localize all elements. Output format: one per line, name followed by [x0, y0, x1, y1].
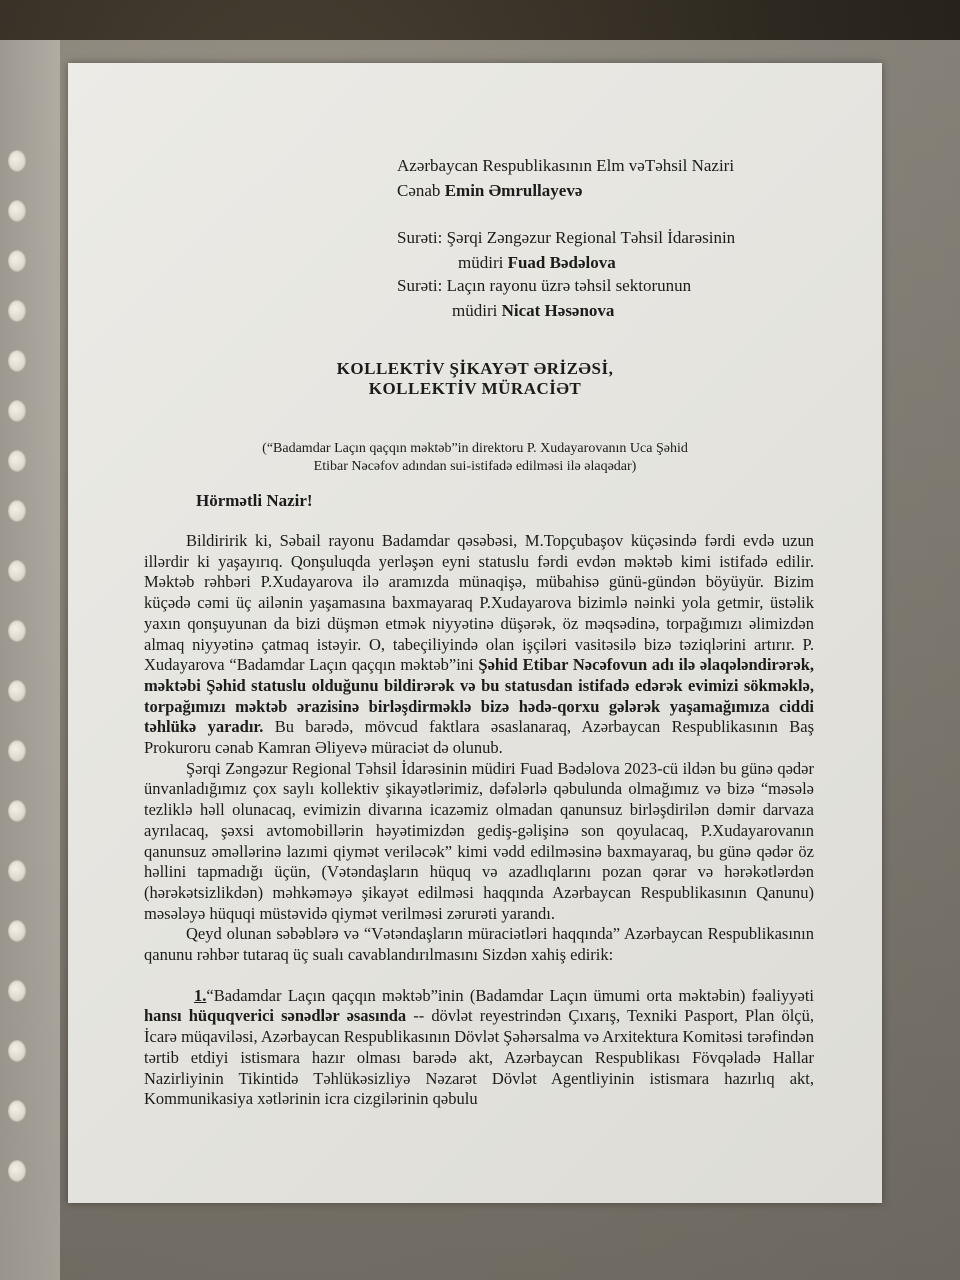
punch-hole: [8, 500, 26, 522]
paragraph-2: Şərqi Zəngəzur Regional Təhsil İdarəsinin müdiri Fuad Bədəlova 2023-cü ildən bu günə qədər ünvanladığımız çox saylı kollektiv şikayətlərimiz, dəfələrlə qəbulunda olmağımız və bizə “məsələ tezliklə həll olunacaq, evimizin divarına icazəmiz olmadan qanunsuz birləşdirilən dəmir darvaza ayrılacaq, şəxsi avtomobillərin həyətimizdən gediş-gəlişinə son qoyulacaq, P.Xudayarovanın qanunsuz əməllərinə lazımi qiymət veriləcək” kimi vədd edilməsinə baxmayaraq, bu günə qədər öz həllini tapmadığı üçün, (Vətəndaşların hüquq və azadlıqlarını pozan qərar və hərəkətlərdən (hərəkətsizlikdən) məhkəməyə şikayət edilməsi haqqında Azərbaycan Respublikasının Qanunu) məsələyə hüquqi müstəvidə qiymət verilməsi zərurəti yarandı.: [144, 758, 814, 923]
punch-hole: [8, 860, 26, 882]
document-subject: (“Badamdar Laçın qaçqın məktəb”in direktoru P. Xudayarovanın Uca Şəhid Etibar Nəcəfov adından sui-istifadə edilməsi ilə əlaqədar): [262, 441, 688, 474]
punch-hole: [8, 350, 26, 372]
punch-hole: [8, 300, 26, 322]
copy-recipient-2: Surəti: Laçın rayonu üzrə təhsil sektorunun müdiri Nicat Həsənova: [397, 276, 692, 320]
letter-body: [144, 531, 814, 1110]
punch-hole: [8, 1160, 26, 1182]
recipient-name-line: Cənab Emin Əmrullayevə: [397, 181, 583, 200]
punch-hole: [8, 150, 26, 172]
paragraph-3: Qeyd olunan səbəblərə və “Vətəndaşların müraciətləri haqqında” Azərbaycan Respublikasının qanunu rəhbər tutaraq üç sualı cavablandırılmasını Sizdən xahiş edirik:: [144, 924, 814, 965]
question-1: 1.“Badamdar Laçın qaçqın məktəb”inin (Badamdar Laçın ümumi orta məktəbin) fəaliyyəti hansı hüquqverici sənədlər əsasında -- dövlət reyestrindən Çıxarış, Texniki Pasport, Plan ölçü, İcarə müqaviləsi, Azərbaycan Respublikasının Dövlət Şəhərsalma və Arxitektura Komitəsi tərəfindən tərtib etdiyi istismara hazır olması barədə akt, Azərbaycan Respublikası Fövqəladə Hallar Nazirliyinin Tikintidə Təhlükəsizliyə Nəzarət Dövlət Agentliyinin istismara hazırlıq akt, Kommunikasiya xətlərinin icra cizgilərinin qəbulu: [144, 985, 814, 1109]
recipient-name: Emin Əmrullayevə: [444, 181, 583, 200]
document-title: KOLLEKTİV ŞİKAYƏT ƏRİZƏSİ, KOLLEKTİV MÜRACİƏT: [336, 359, 614, 398]
punch-hole: [8, 400, 26, 422]
greeting: Hörmətli Nazir!: [196, 491, 313, 510]
paragraph-1: Bildiririk ki, Səbail rayonu Badamdar qəsəbəsi, M.Topçubaşov küçəsində fərdi evdə uzun illərdir ki yaşayırıq. Qonşuluqda yerləşən eyni statuslu fərdi evdən məktəb kimi istifadə edilir. Məktəb rəhbəri P.Xudayarova ilə aramızda münaqişə, mübahisə günü-gündən böyüyür. Bizim küçədə cəmi üç ailənin yaşamasına baxmayaraq P.Xudayarova bizimlə nəinki yola getmir, üstəlik yaxın qonşuyunan da bizi düşmən etmək niyyətinə düşərək, öz məqsədinə, torpağımızı əlimizdən almaq niyyətinə çatmaq istəyir. O, tabeçiliyində olan işçiləri vasitəsilə bizə təziqlərini artırır. P. Xudayarova “Badamdar Laçın qaçqın məktəb”ini Şəhid Etibar Nəcəfovun adı ilə əlaqələndirərək, məktəbi Şəhid statuslu olduğunu bildirərək və bu statusdan istifadə edərək evimizi sökməklə, torpağımızı məktəb ərazisinə birləşdirməklə bizə hədə-qorxu gələrək yaşamağımıza ciddi təhlükə yaradır. Bu barədə, mövcud faktlara əsaslanaraq, Azərbaycan Respublikasının Baş Prokuroru cənab Kamran Əliyevə müraciət də olunub.: [144, 531, 815, 758]
document-page: [68, 63, 882, 1203]
punch-hole: [8, 740, 26, 762]
punch-hole: [8, 450, 26, 472]
punch-hole: [8, 200, 26, 222]
punch-hole: [8, 980, 26, 1002]
punch-hole: [8, 920, 26, 942]
recipient-block: [397, 153, 734, 203]
punch-hole: [8, 1040, 26, 1062]
punch-hole: [8, 680, 26, 702]
punch-hole: [8, 250, 26, 272]
punch-hole: [8, 1100, 26, 1122]
recipient-title: Azərbaycan Respublikasının Elm vəTəhsil Naziri: [397, 156, 735, 175]
copy-recipient-1: Surəti: Şərqi Zəngəzur Regional Təhsil İdarəsinin müdiri Fuad Bədəlova: [397, 228, 736, 272]
punch-hole: [8, 620, 26, 642]
sleeve-binding-edge: [0, 40, 60, 1280]
punch-hole: [8, 800, 26, 822]
punch-hole: [8, 560, 26, 582]
